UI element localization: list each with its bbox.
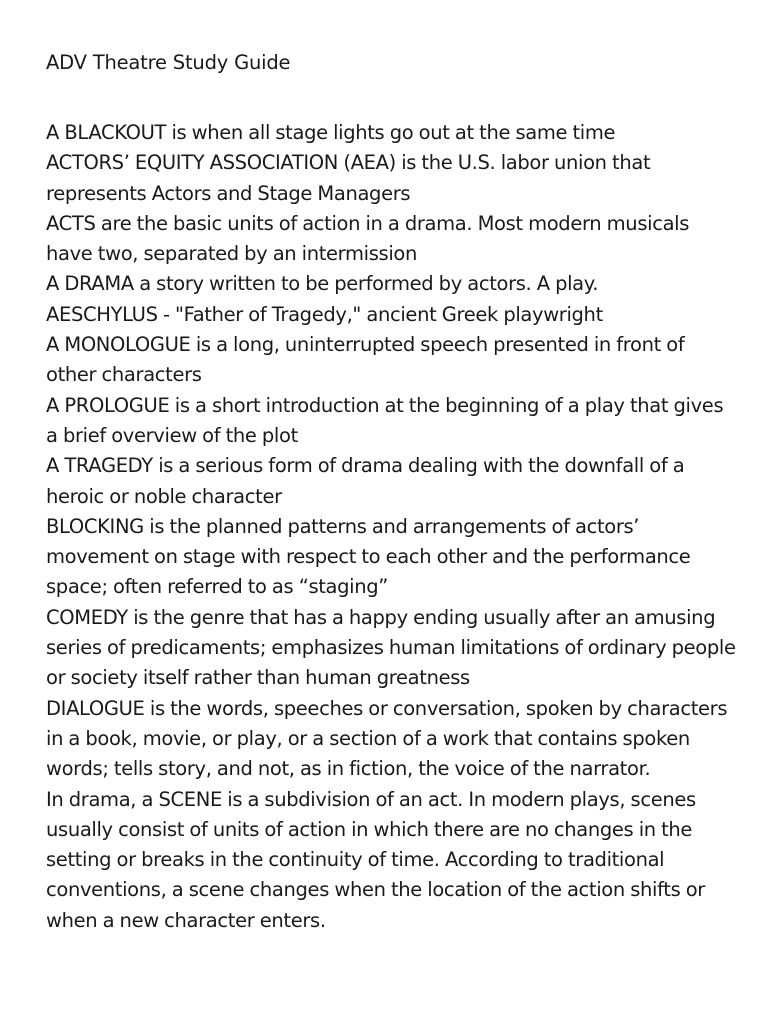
document-title: ADV Theatre Study Guide: [46, 51, 291, 74]
glossary-entry-aeschylus: AESCHYLUS - "Father of Tragedy," ancient Greek playwright: [46, 302, 603, 326]
glossary-entry-scene: In drama, a SCENE is a subdivision of an act. In modern plays, scenes usually consist of units of action in which there are no changes in the setting or breaks in the continuity of time. According to traditional conventions, a scene changes when the location of the action shifts or when a new character enters.: [46, 787, 705, 932]
glossary-entry-blocking: BLOCKING is the planned patterns and arrangements of actors’ movement on stage with respect to each other and the performance space; often referred to as “staging”: [46, 514, 691, 599]
glossary-entry-comedy: COMEDY is the genre that has a happy ending usually after an amusing series of predicaments; emphasizes human limitations of ordinary people or society itself rather than human greatness: [46, 605, 736, 690]
glossary-entry-prologue: A PROLOGUE is a short introduction at the beginning of a play that gives a brief overview of the plot: [46, 393, 724, 447]
glossary-entry-dialogue: DIALOGUE is the words, speeches or conversation, spoken by characters in a book, movie, or play, or a section of a work that contains spoken words; tells story, and not, as in fiction, the voice of the narrator.: [46, 696, 728, 781]
glossary-entry-drama: A DRAMA a story written to be performed by actors. A play.: [46, 272, 599, 296]
glossary-entry-tragedy: A TRAGEDY is a serious form of drama dealing with the downfall of a heroic or noble character: [46, 454, 685, 508]
glossary-entry-acts: ACTS are the basic units of action in a drama. Most modern musicals have two, separated by an intermission: [46, 211, 690, 266]
glossary-list: [46, 118, 736, 936]
glossary-entry-monologue: A MONOLOGUE is a long, uninterrupted speech presented in front of other characters: [46, 333, 685, 387]
glossary-entry-blackout: A BLACKOUT is when all stage lights go out at the same time: [46, 121, 616, 144]
glossary-entry-actors-equity: ACTORS’ EQUITY ASSOCIATION (AEA) is the U.S. labor union that represents Actors and Stage Managers: [46, 151, 651, 205]
